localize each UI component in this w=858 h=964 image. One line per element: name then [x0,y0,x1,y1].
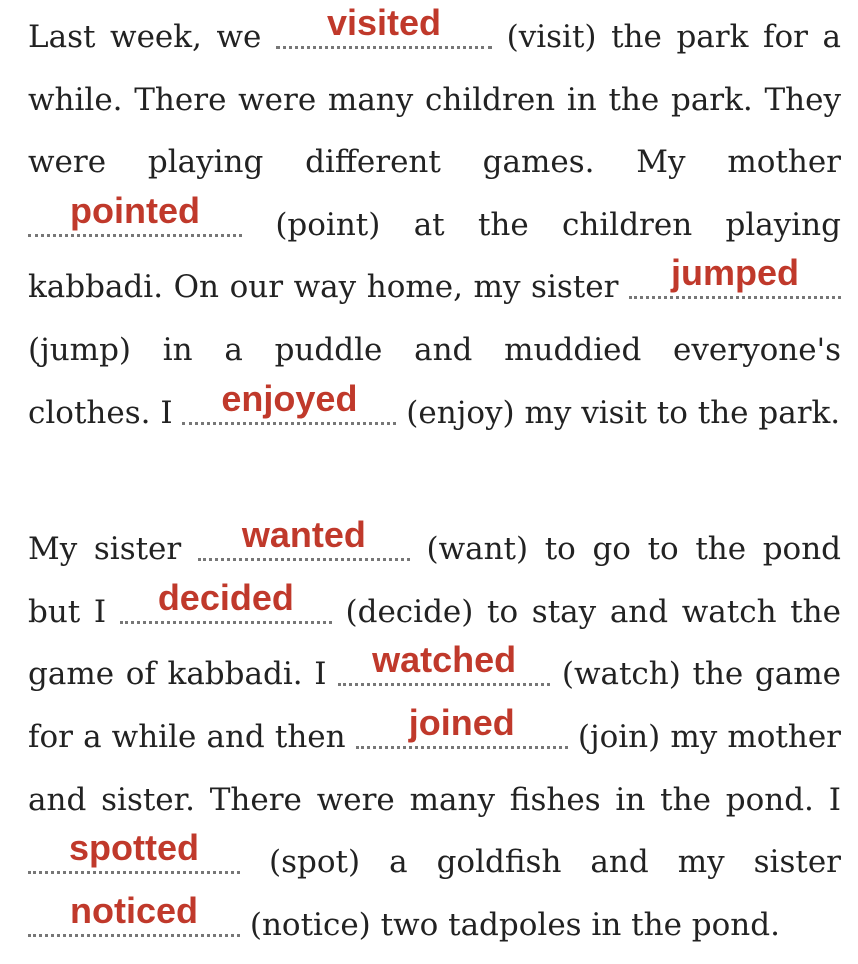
text-segment: (join) my mother and sister. There were many fishes in the pond. I [28,718,841,818]
paragraph-park-visit [28,2,842,444]
text-segment: (decide) to stay and watch the game of kabbadi. I [28,593,841,693]
answer-blank [28,189,242,235]
text-segment: (want) to go to the pond but I [28,531,842,630]
answer-word: spotted [69,827,199,869]
answer-word: watched [372,639,517,681]
dotted-line [629,296,841,299]
text-segment: (watch) the game for a while and then [28,656,841,755]
dotted-line [198,558,410,561]
answer-blank [629,252,841,297]
answer-blank [356,701,568,747]
answer-blank [182,377,396,423]
answer-word: pointed [70,189,200,231]
dotted-line [338,683,550,686]
answer-blank [338,639,550,684]
text-segment: (visit) the park for a while. There were many children in the park. They were playing different games. My mother [28,19,842,181]
answer-word: wanted [241,514,366,556]
text-segment: (spot) a goldfish and my sister [269,844,841,881]
text-segment: My sister [28,531,182,568]
text-segment: (notice) two tadpoles in the pond. [249,906,780,943]
text-segment: (enjoy) my visit to the park. [406,394,841,431]
answer-blank [198,514,410,559]
dotted-line [356,746,568,749]
answer-word: enjoyed [221,377,358,419]
worksheet [28,2,842,956]
text-segment: Last week, we [28,19,262,55]
dotted-line [120,621,332,624]
dotted-line [28,234,242,237]
answer-blank [276,2,492,47]
dotted-line [28,934,240,937]
text-segment: (jump) in a puddle and muddied everyone's clothes. I [28,331,841,431]
dotted-line [276,46,492,49]
answer-blank [120,576,332,622]
answer-blank [28,827,240,872]
answer-word: visited [326,2,441,43]
answer-blank [28,889,240,935]
paragraph-pond [28,514,842,956]
answer-word: joined [408,701,515,743]
dotted-line [28,871,240,874]
text-segment: (point) at the children playing kabbadi. On our way home, my sister [28,206,841,306]
answer-word: noticed [69,889,198,931]
answer-word: jumped [670,252,799,294]
dotted-line [182,422,396,425]
answer-word: decided [157,576,294,618]
